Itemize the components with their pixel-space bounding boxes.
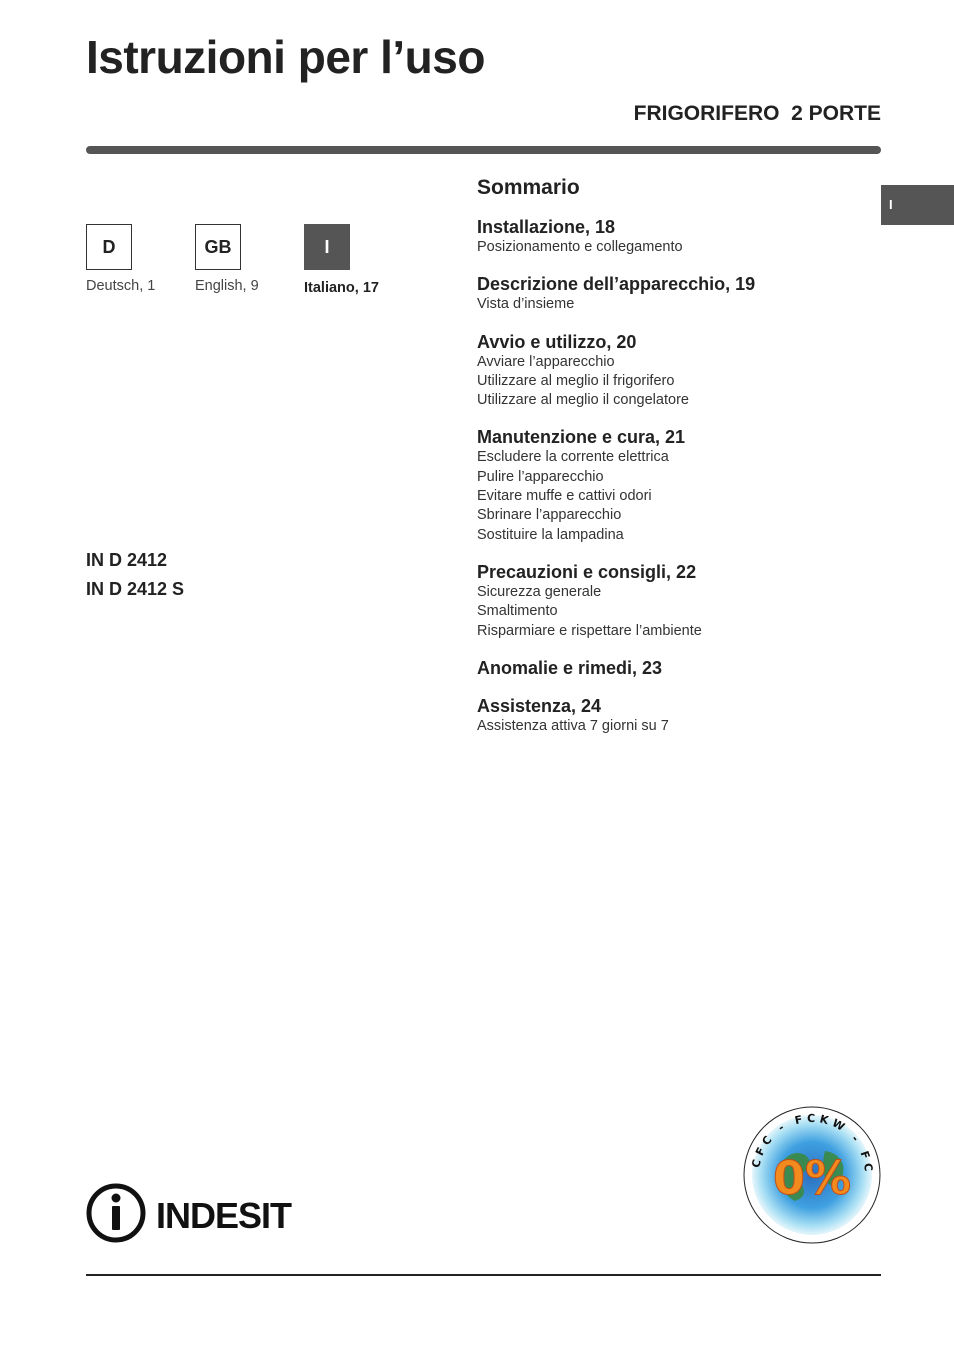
lang-box-gb: GB — [195, 224, 241, 270]
toc-heading: Sommario — [477, 176, 580, 199]
bottom-divider — [86, 1274, 881, 1276]
toc-item: Smaltimento — [477, 603, 558, 620]
cfc-free-badge — [743, 1106, 881, 1244]
toc-section-title: Descrizione dell’apparecchio, 19 — [477, 274, 756, 295]
logo-wordmark: INDESIT — [156, 1195, 292, 1236]
toc-item: Pulire l’apparecchio — [477, 468, 604, 485]
toc-item: Evitare muffe e cattivi odori — [477, 488, 652, 505]
lang-caption-it: Italiano, 17 — [304, 280, 379, 296]
badge-ring-text: CFC - FCKW - FC — [749, 1111, 876, 1176]
lang-caption-de: Deutsch, 1 — [86, 278, 156, 294]
toc-item: Risparmiare e rispettare l’ambiente — [477, 622, 702, 639]
lang-box-de: D — [86, 224, 132, 270]
indesit-logo-icon — [86, 1180, 316, 1246]
toc-item: Escludere la corrente elettrica — [477, 449, 669, 466]
toc-section — [477, 332, 877, 411]
table-of-contents — [477, 176, 877, 753]
toc-section — [477, 217, 877, 257]
lang-box-it: I — [304, 224, 350, 270]
indesit-logo — [86, 1180, 316, 1246]
toc-section — [477, 658, 877, 679]
side-language-tab: I — [881, 185, 954, 225]
toc-item: Sbrinare l’apparecchio — [477, 507, 622, 524]
toc-section — [477, 274, 877, 314]
product-subtitle: FRIGORIFERO 2 PORTE — [633, 102, 881, 125]
toc-section — [477, 696, 877, 736]
toc-section — [477, 562, 877, 641]
lang-caption-gb: English, 9 — [195, 278, 259, 294]
toc-section-title: Precauzioni e consigli, 22 — [477, 561, 697, 582]
toc-section-title: Avvio e utilizzo, 20 — [477, 331, 637, 352]
toc-item: Sicurezza generale — [477, 583, 602, 600]
toc-item: Utilizzare al meglio il frigorifero — [477, 372, 675, 389]
page-title: Istruzioni per l’uso — [86, 31, 485, 83]
model-name: IN D 2412 — [86, 550, 168, 570]
toc-section-title: Assistenza, 24 — [477, 695, 602, 716]
toc-item: Avviare l’apparecchio — [477, 353, 615, 370]
model-name: IN D 2412 S — [86, 579, 185, 599]
cfc-free-badge-icon — [743, 1106, 881, 1244]
toc-item: Sostituire la lampadina — [477, 526, 624, 543]
badge-percent-text: 0% — [772, 1151, 852, 1205]
toc-item: Vista d’insieme — [477, 296, 575, 313]
toc-section — [477, 427, 877, 544]
top-divider — [86, 146, 881, 154]
toc-item: Utilizzare al meglio il congelatore — [477, 392, 689, 409]
toc-item: Posizionamento e collegamento — [477, 239, 683, 255]
toc-section-title: Installazione, 18 — [477, 217, 616, 237]
toc-section-title: Anomalie e rimedi, 23 — [477, 657, 663, 678]
toc-item: Assistenza attiva 7 giorni su 7 — [477, 717, 669, 734]
toc-section-title: Manutenzione e cura, 21 — [477, 427, 686, 448]
